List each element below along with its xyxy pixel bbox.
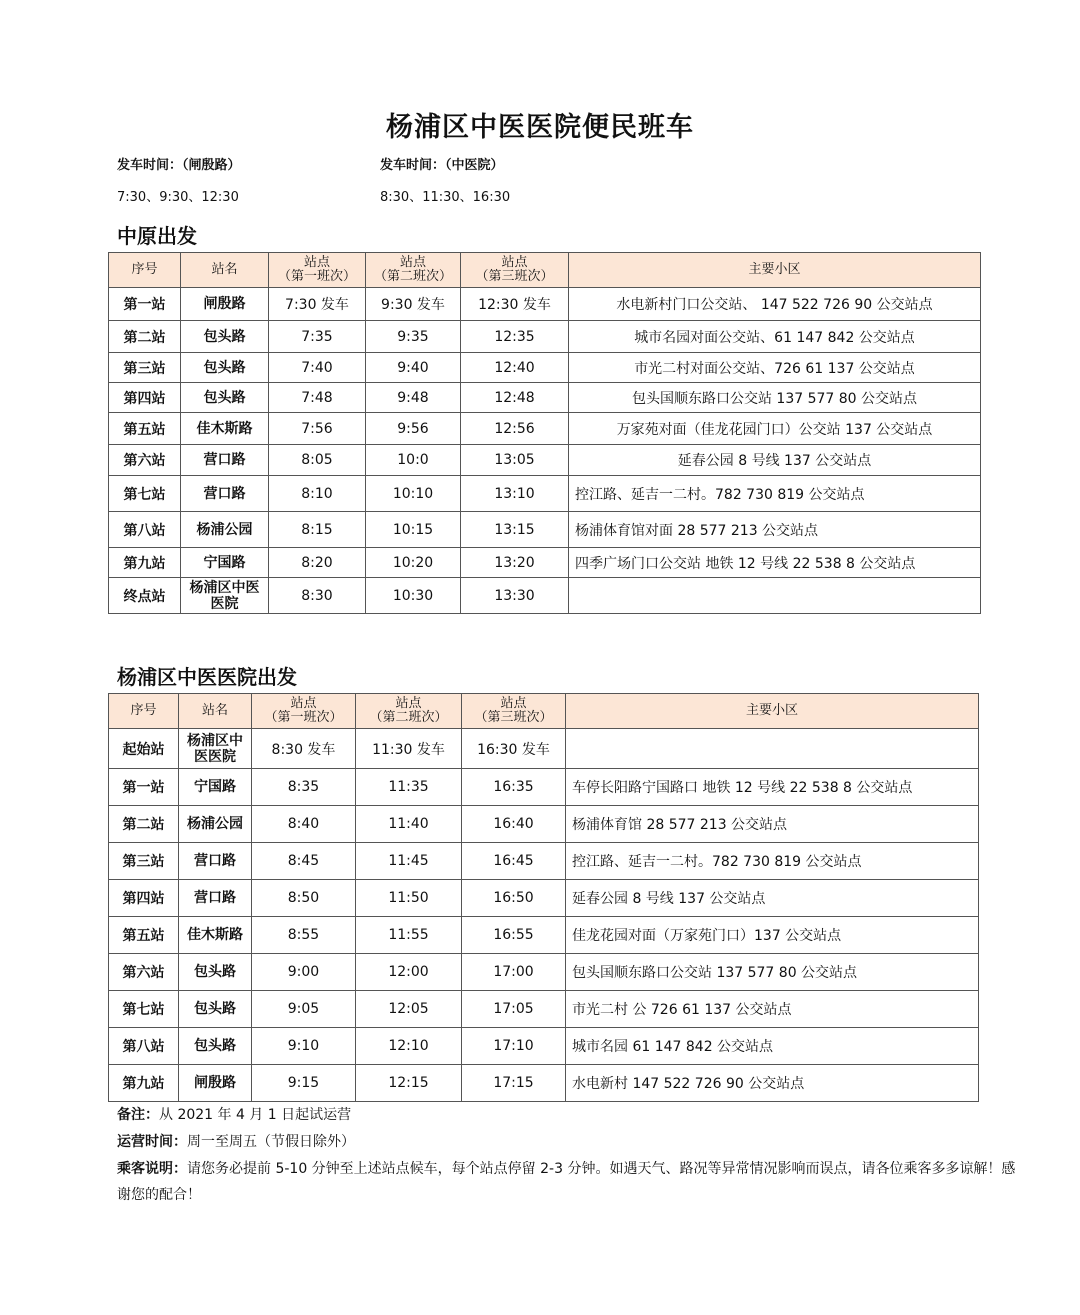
run3-time-cell: 16:35 [462,769,566,806]
table-row [109,476,981,512]
header-name: 站名 [179,694,252,729]
station-name-cell: 宁国路 [179,769,252,806]
run2-time-cell: 9:56 [366,413,461,445]
run3-time-cell: 16:55 [462,917,566,954]
run3-time-cell: 16:45 [462,843,566,880]
main-area-cell: 四季广场门口公交站 地铁 12 号线 22 538 8 公交站点 [569,548,981,578]
run3-time-cell: 12:30 发车 [461,288,569,321]
main-area-cell: 包头国顺东路口公交站 137 577 80 公交站点 [566,954,979,991]
run1-time-cell: 8:15 [269,512,366,548]
stop-cell: 起始站 [109,729,179,769]
table-row [109,1028,979,1065]
note-hours: 运营时间：周一至周五（节假日除外） [117,1134,355,1150]
run2-time-cell: 9:30 发车 [366,288,461,321]
run2-time-cell: 9:35 [366,321,461,353]
page-title: 杨浦区中医医院便民班车 [386,112,694,143]
note-remark-label: 备注 [117,1107,145,1123]
run1-time-cell: 7:40 [269,353,366,383]
table-header-row [109,253,981,288]
header-area: 主要小区 [566,694,979,729]
run1-time-cell: 9:15 [252,1065,356,1102]
run2-time-cell: 11:55 [356,917,462,954]
run3-time-cell: 17:05 [462,991,566,1028]
departure-label-zhayin: 发车时间：（闸殷路） [117,158,241,173]
schedule-table-zhongyuan [108,252,981,614]
station-name-cell: 包头路 [179,1028,252,1065]
run3-time-cell: 13:15 [461,512,569,548]
header-run3: 站点 （第三班次） [461,253,569,288]
run2-time-cell: 12:05 [356,991,462,1028]
stop-cell: 第一站 [109,769,179,806]
stop-cell: 第九站 [109,1065,179,1102]
table-row [109,353,981,383]
table-row [109,321,981,353]
table-header-row [109,694,979,729]
header-area: 主要小区 [569,253,981,288]
run1-time-cell: 7:35 [269,321,366,353]
station-name-cell: 杨浦公园 [181,512,269,548]
note-passenger-text: 请您务必提前 5-10 分钟至上述站点候车，每个站点停留 2-3 分钟。如遇天气、路况等异常情况影响而误点，请各位乘客多多谅解！感谢您的配合！ [117,1161,1016,1203]
run1-time-cell: 9:00 [252,954,356,991]
main-area-cell: 城市名园 61 147 842 公交站点 [566,1028,979,1065]
run1-time-cell: 8:55 [252,917,356,954]
table-row [109,578,981,614]
header-run3: 站点 （第三班次） [462,694,566,729]
stop-cell: 第二站 [109,321,181,353]
run3-time-cell: 12:48 [461,383,569,413]
note-remark-text: 从 2021 年 4 月 1 日起试运营 [159,1107,352,1123]
run1-time-cell: 7:30 发车 [269,288,366,321]
station-name-cell: 包头路 [181,383,269,413]
table-row [109,512,981,548]
run2-time-cell: 11:45 [356,843,462,880]
run1-time-cell: 8:30 [269,578,366,614]
main-area-cell: 车停长阳路宁国路口 地铁 12 号线 22 538 8 公交站点 [566,769,979,806]
run2-time-cell: 12:00 [356,954,462,991]
main-area-cell: 杨浦体育馆 28 577 213 公交站点 [566,806,979,843]
run2-time-cell: 11:35 [356,769,462,806]
main-area-cell: 佳龙花园对面（万家苑门口）137 公交站点 [566,917,979,954]
station-name-cell: 佳木斯路 [179,917,252,954]
run2-time-cell: 11:50 [356,880,462,917]
table-row [109,917,979,954]
table-row [109,806,979,843]
run2-time-cell: 10:15 [366,512,461,548]
station-name-cell: 包头路 [181,353,269,383]
main-area-cell: 包头国顺东路口公交站 137 577 80 公交站点 [569,383,981,413]
run1-time-cell: 7:48 [269,383,366,413]
stop-cell: 第五站 [109,413,181,445]
run1-time-cell: 8:40 [252,806,356,843]
note-remark: 备注：从 2021 年 4 月 1 日起试运营 [117,1107,352,1123]
run3-time-cell: 12:40 [461,353,569,383]
run3-time-cell: 12:35 [461,321,569,353]
stop-cell: 第七站 [109,476,181,512]
header-run2: 站点 （第二班次） [366,253,461,288]
run2-time-cell: 9:48 [366,383,461,413]
run3-time-cell: 13:30 [461,578,569,614]
table-row [109,1065,979,1102]
run1-time-cell: 9:05 [252,991,356,1028]
run3-time-cell: 16:30 发车 [462,729,566,769]
run1-time-cell: 8:50 [252,880,356,917]
run1-time-cell: 7:56 [269,413,366,445]
section1-title: 中原出发 [117,224,197,248]
header-run1: 站点 （第一班次） [252,694,356,729]
header-seq: 序号 [109,694,179,729]
stop-cell: 第六站 [109,954,179,991]
stop-cell: 第五站 [109,917,179,954]
station-name-cell: 营口路 [179,880,252,917]
stop-cell: 第二站 [109,806,179,843]
main-area-cell: 市光二村 公 726 61 137 公交站点 [566,991,979,1028]
table-row [109,729,979,769]
run2-time-cell: 10:10 [366,476,461,512]
station-name-cell: 杨浦公园 [179,806,252,843]
run3-time-cell: 16:40 [462,806,566,843]
run1-time-cell: 8:35 [252,769,356,806]
run3-time-cell: 17:15 [462,1065,566,1102]
station-name-cell: 宁国路 [181,548,269,578]
stop-cell: 第一站 [109,288,181,321]
run2-time-cell: 10:20 [366,548,461,578]
table-row [109,843,979,880]
header-name: 站名 [181,253,269,288]
main-area-cell: 城市名园对面公交站、61 147 842 公交站点 [569,321,981,353]
table-row [109,413,981,445]
main-area-cell [566,729,979,769]
run3-time-cell: 17:00 [462,954,566,991]
run3-time-cell: 16:50 [462,880,566,917]
station-name-cell: 包头路 [181,321,269,353]
main-area-cell: 控江路、延吉一二村。782 730 819 公交站点 [566,843,979,880]
station-name-cell: 营口路 [181,476,269,512]
stop-cell: 第八站 [109,512,181,548]
note-passenger-label: 乘客说明 [117,1161,173,1177]
departure-label-hospital: 发车时间：（中医院） [380,158,504,173]
run2-time-cell: 11:30 发车 [356,729,462,769]
station-name-cell: 营口路 [179,843,252,880]
table-row [109,769,979,806]
station-name-cell: 杨浦区中医医院 [179,729,252,769]
header-run2: 站点 （第二班次） [356,694,462,729]
run1-time-cell: 8:20 [269,548,366,578]
run3-time-cell: 13:20 [461,548,569,578]
main-area-cell: 延春公园 8 号线 137 公交站点 [569,445,981,476]
station-name-cell: 包头路 [179,991,252,1028]
stop-cell: 终点站 [109,578,181,614]
table-row [109,383,981,413]
table-row [109,548,981,578]
run1-time-cell: 9:10 [252,1028,356,1065]
run1-time-cell: 8:30 发车 [252,729,356,769]
note-passenger: 乘客说明：请您务必提前 5-10 分钟至上述站点候车，每个站点停留 2-3 分钟。如遇天气、路况等异常情况影响而误点，请各位乘客多多谅解！感谢您的配合！ [117,1161,1016,1203]
main-area-cell: 市光二村对面公交站、726 61 137 公交站点 [569,353,981,383]
main-area-cell [569,578,981,614]
main-area-cell: 杨浦体育馆对面 28 577 213 公交站点 [569,512,981,548]
main-area-cell: 水电新村 147 522 726 90 公交站点 [566,1065,979,1102]
station-name-cell: 佳木斯路 [181,413,269,445]
run2-time-cell: 12:15 [356,1065,462,1102]
run2-time-cell: 11:40 [356,806,462,843]
main-area-cell: 水电新村门口公交站、 147 522 726 90 公交站点 [569,288,981,321]
stop-cell: 第九站 [109,548,181,578]
station-name-cell: 杨浦区中医医院 [181,578,269,614]
main-area-cell: 万家苑对面（佳龙花园门口）公交站 137 公交站点 [569,413,981,445]
run2-time-cell: 9:40 [366,353,461,383]
run1-time-cell: 8:10 [269,476,366,512]
station-name-cell: 营口路 [181,445,269,476]
station-name-cell: 闸殷路 [179,1065,252,1102]
note-hours-label: 运营时间 [117,1134,173,1150]
table-row [109,954,979,991]
table-row [109,445,981,476]
header-seq: 序号 [109,253,181,288]
run2-time-cell: 10:30 [366,578,461,614]
station-name-cell: 闸殷路 [181,288,269,321]
header-run1: 站点 （第一班次） [269,253,366,288]
note-hours-text: 周一至周五（节假日除外） [187,1134,355,1150]
schedule-table-hospital [108,693,979,1102]
stop-cell: 第六站 [109,445,181,476]
run2-time-cell: 12:10 [356,1028,462,1065]
run3-time-cell: 13:05 [461,445,569,476]
stop-cell: 第七站 [109,991,179,1028]
stop-cell: 第八站 [109,1028,179,1065]
stop-cell: 第四站 [109,880,179,917]
stop-cell: 第三站 [109,843,179,880]
run1-time-cell: 8:05 [269,445,366,476]
table-row [109,991,979,1028]
run2-time-cell: 10:0 [366,445,461,476]
main-area-cell: 延春公园 8 号线 137 公交站点 [566,880,979,917]
stop-cell: 第四站 [109,383,181,413]
run3-time-cell: 13:10 [461,476,569,512]
table-row [109,288,981,321]
station-name-cell: 包头路 [179,954,252,991]
stop-cell: 第三站 [109,353,181,383]
table-row [109,880,979,917]
departure-times-zhayin: 7:30、9:30、12:30 [117,190,239,205]
departure-times-hospital: 8:30、11:30、16:30 [380,190,511,205]
main-area-cell: 控江路、延吉一二村。782 730 819 公交站点 [569,476,981,512]
run3-time-cell: 17:10 [462,1028,566,1065]
run3-time-cell: 12:56 [461,413,569,445]
run1-time-cell: 8:45 [252,843,356,880]
section2-title: 杨浦区中医医院出发 [117,665,297,689]
